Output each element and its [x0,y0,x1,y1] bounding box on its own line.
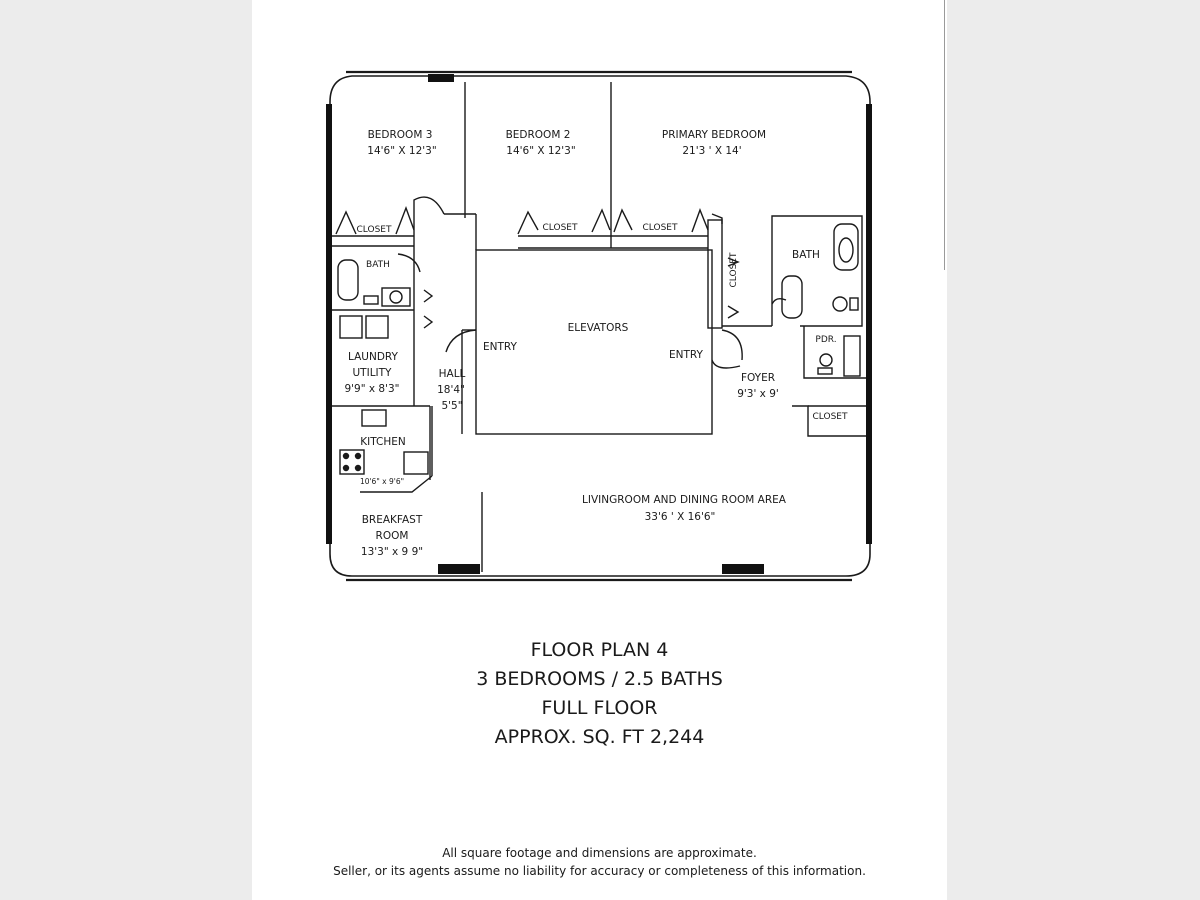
living-dims: 33'6 ' X 16'6" [644,511,716,523]
caption-plan-number: FLOOR PLAN 4 [530,639,669,661]
hall-name: HALL [438,368,466,380]
entry-right-label: ENTRY [669,349,703,361]
caption-sqft: APPROX. SQ. FT 2,244 [494,726,705,748]
disclaimer-line1: All square footage and dimensions are approximate. [442,846,757,860]
kitchen-dims: 10'6" x 9'6" [359,477,405,486]
closet-left-label: CLOSET [356,225,392,235]
laundry-line1: LAUNDRY [348,351,398,363]
breakfast-line2: ROOM [375,530,409,542]
bath-left-label: BATH [366,260,390,270]
hall-dims1: 18'4" [437,384,465,396]
right-window-wall [866,104,872,544]
laundry-line2: UTILITY [352,367,392,379]
primary-bedroom-dims: 21'3 ' X 14' [682,145,742,157]
powder-room-label: PDR. [815,335,837,345]
foyer-dims: 9'3' x 9' [737,388,779,400]
caption-bed-bath: 3 BEDROOMS / 2.5 BATHS [476,668,723,690]
bath-right-label: BATH [792,249,820,261]
bottom-column-right [722,564,764,574]
laundry-dims: 9'9" x 8'3" [344,383,400,395]
caption-floor: FULL FLOOR [541,697,658,719]
closet-vertical-label: CLOSET [729,252,739,288]
foyer-name: FOYER [740,372,776,384]
plan-caption [252,636,947,752]
breakfast-line1: BREAKFAST [361,514,423,526]
bedroom3-name: BEDROOM 3 [367,129,433,141]
bedroom3-dims: 14'6" X 12'3" [367,145,437,157]
elevators-label: ELEVATORS [567,322,629,334]
entry-left-label: ENTRY [483,341,517,353]
closet-right-label: CLOSET [642,223,678,233]
living-name: LIVINGROOM AND DINING ROOM AREA [582,494,786,506]
breakfast-dims: 13'3" x 9 9" [360,546,424,558]
closet-mid-label: CLOSET [542,223,578,233]
disclaimer [252,844,947,880]
hall-dims2: 5'5" [441,400,463,412]
kitchen-name: KITCHEN [360,436,406,448]
primary-bedroom-name: PRIMARY BEDROOM [661,129,767,141]
closet-foyer-label: CLOSET [812,412,848,422]
bedroom2-name: BEDROOM 2 [505,129,571,141]
bedroom2-dims: 14'6" X 12'3" [506,145,576,157]
bottom-column-left [438,564,480,574]
disclaimer-line2: Seller, or its agents assume no liability for accuracy or completeness of this information. [333,864,866,878]
left-window-wall [326,104,332,544]
top-column [428,74,454,82]
